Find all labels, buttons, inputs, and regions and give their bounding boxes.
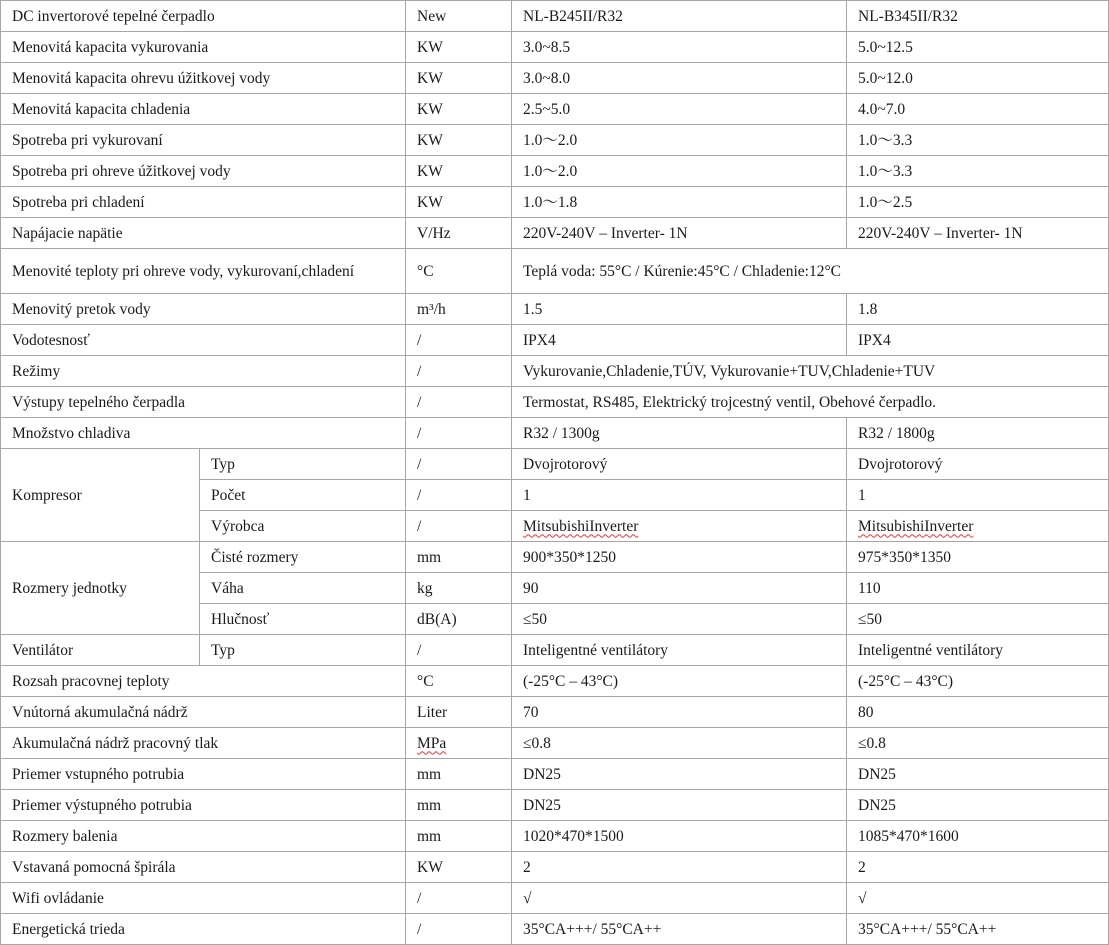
table-row: [1, 187, 1109, 218]
row-unit: /: [406, 387, 512, 418]
value-b: 35°CA+++/ 55°CA++: [847, 914, 1109, 945]
table-row: [1, 387, 1109, 418]
row-label: Energetická trieda: [1, 914, 406, 945]
row-unit: /: [406, 635, 512, 666]
value-a: √: [512, 883, 847, 914]
value-b: IPX4: [847, 325, 1109, 356]
row-label: Spotreba pri vykurovaní: [1, 125, 406, 156]
table-row: [1, 94, 1109, 125]
row-label: Menovitá kapacita ohrevu úžitkovej vody: [1, 63, 406, 94]
value-a: 35°CA+++/ 55°CA++: [512, 914, 847, 945]
row-unit: V/Hz: [406, 218, 512, 249]
value-b: 1.0～2.5: [847, 187, 1109, 218]
sub-label: Typ: [200, 635, 406, 666]
value-a: Inteligentné ventilátory: [512, 635, 847, 666]
table-row: [1, 759, 1109, 790]
row-unit: /: [406, 449, 512, 480]
row-unit: KW: [406, 187, 512, 218]
row-unit: mm: [406, 542, 512, 573]
row-label: Výstupy tepelného čerpadla: [1, 387, 406, 418]
table-row: [1, 635, 1109, 666]
value-a: 90: [512, 573, 847, 604]
value-b: DN25: [847, 790, 1109, 821]
value-merged: Vykurovanie,Chladenie,TÚV, Vykurovanie+TUV,Chladenie+TUV: [512, 356, 1109, 387]
value-a: 1020*470*1500: [512, 821, 847, 852]
row-label: Menovitý pretok vody: [1, 294, 406, 325]
value-a: 70: [512, 697, 847, 728]
value-a: Dvojrotorový: [512, 449, 847, 480]
row-label: Wifi ovládanie: [1, 883, 406, 914]
value-b: 1.0～3.3: [847, 156, 1109, 187]
unit-text: MPa: [417, 734, 447, 752]
value-a: 1: [512, 480, 847, 511]
value-b: (-25°C – 43°C): [847, 666, 1109, 697]
table-row: [1, 914, 1109, 945]
row-label: Priemer vstupného potrubia: [1, 759, 406, 790]
sub-label: Čisté rozmery: [200, 542, 406, 573]
value-b: Inteligentné ventilátory: [847, 635, 1109, 666]
value-a: 220V-240V – Inverter- 1N: [512, 218, 847, 249]
value-merged: Teplá voda: 55°C / Kúrenie:45°C / Chladenie:12°C: [512, 249, 1109, 294]
value-a: 1.0～1.8: [512, 187, 847, 218]
value-b: √: [847, 883, 1109, 914]
value-a: 2: [512, 852, 847, 883]
value-b: 220V-240V – Inverter- 1N: [847, 218, 1109, 249]
row-label: Menovitá kapacita vykurovania: [1, 32, 406, 63]
value-a: DN25: [512, 790, 847, 821]
table-row: [1, 883, 1109, 914]
value-a: 1.0～2.0: [512, 125, 847, 156]
group-label-kompresor: Kompresor: [1, 449, 200, 542]
model-a-name: NL-B245II/R32: [512, 1, 847, 32]
sub-label: Výrobca: [200, 511, 406, 542]
row-unit: /: [406, 480, 512, 511]
row-unit: mm: [406, 790, 512, 821]
group-label-ventilator: Ventilátor: [1, 635, 200, 666]
table-row: [1, 449, 1109, 480]
row-unit: °C: [406, 666, 512, 697]
value-b: DN25: [847, 759, 1109, 790]
row-label: Vnútorná akumulačná nádrž: [1, 697, 406, 728]
value-a: 1.0～2.0: [512, 156, 847, 187]
row-label: Vodotesnosť: [1, 325, 406, 356]
table-row: [1, 218, 1109, 249]
table-row: [1, 32, 1109, 63]
row-label: Rozsah pracovnej teploty: [1, 666, 406, 697]
value-b: 2: [847, 852, 1109, 883]
value-a: 1.5: [512, 294, 847, 325]
row-unit: /: [406, 883, 512, 914]
sub-label: Hlučnosť: [200, 604, 406, 635]
table-row: [1, 325, 1109, 356]
table-row: [1, 728, 1109, 759]
value-b: [847, 511, 1109, 542]
row-label: Množstvo chladiva: [1, 418, 406, 449]
row-label: Napájacie napätie: [1, 218, 406, 249]
table-row: [1, 790, 1109, 821]
header-unit: New: [406, 1, 512, 32]
row-label: Spotreba pri ohreve úžitkovej vody: [1, 156, 406, 187]
table-row: [1, 852, 1109, 883]
row-unit: KW: [406, 94, 512, 125]
value-b: 1085*470*1600: [847, 821, 1109, 852]
value-a: DN25: [512, 759, 847, 790]
row-unit: KW: [406, 852, 512, 883]
table-row: [1, 63, 1109, 94]
value-b: 1.8: [847, 294, 1109, 325]
value-b: R32 / 1800g: [847, 418, 1109, 449]
row-unit: °C: [406, 249, 512, 294]
sub-label: Počet: [200, 480, 406, 511]
value-a: (-25°C – 43°C): [512, 666, 847, 697]
table-row: [1, 418, 1109, 449]
value-a: 3.0~8.0: [512, 63, 847, 94]
value-text: MitsubishiInverter: [858, 517, 974, 535]
row-label: Režimy: [1, 356, 406, 387]
row-label: Priemer výstupného potrubia: [1, 790, 406, 821]
table-row: [1, 821, 1109, 852]
value-a: IPX4: [512, 325, 847, 356]
value-a: ≤0.8: [512, 728, 847, 759]
value-a: ≤50: [512, 604, 847, 635]
row-label: Vstavaná pomocná špirála: [1, 852, 406, 883]
sub-label: Váha: [200, 573, 406, 604]
row-label: Menovitá kapacita chladenia: [1, 94, 406, 125]
header-label: DC invertorové tepelné čerpadlo: [1, 1, 406, 32]
row-label: Rozmery balenia: [1, 821, 406, 852]
row-unit: KW: [406, 32, 512, 63]
row-unit: Liter: [406, 697, 512, 728]
row-unit: kg: [406, 573, 512, 604]
sub-label: Typ: [200, 449, 406, 480]
value-merged: Termostat, RS485, Elektrický trojcestný ventil, Obehové čerpadlo.: [512, 387, 1109, 418]
value-b: 5.0~12.0: [847, 63, 1109, 94]
value-b: 4.0~7.0: [847, 94, 1109, 125]
value-text: MitsubishiInverter: [523, 517, 639, 535]
value-b: Dvojrotorový: [847, 449, 1109, 480]
value-b: 110: [847, 573, 1109, 604]
table-row: [1, 125, 1109, 156]
value-a: 900*350*1250: [512, 542, 847, 573]
table-row: [1, 294, 1109, 325]
table-row: [1, 356, 1109, 387]
value-b: 1: [847, 480, 1109, 511]
row-unit: m³/h: [406, 294, 512, 325]
row-unit: mm: [406, 821, 512, 852]
value-b: ≤0.8: [847, 728, 1109, 759]
value-a: 2.5~5.0: [512, 94, 847, 125]
row-unit: /: [406, 914, 512, 945]
row-label: Spotreba pri chladení: [1, 187, 406, 218]
value-b: 5.0~12.5: [847, 32, 1109, 63]
row-label: Akumulačná nádrž pracovný tlak: [1, 728, 406, 759]
row-unit: dB(A): [406, 604, 512, 635]
table-row: [1, 542, 1109, 573]
row-unit: [406, 728, 512, 759]
row-unit: /: [406, 356, 512, 387]
value-a: 3.0~8.5: [512, 32, 847, 63]
header-row: [1, 1, 1109, 32]
row-unit: /: [406, 418, 512, 449]
table-row: [1, 697, 1109, 728]
value-a: R32 / 1300g: [512, 418, 847, 449]
group-label-rozmery: Rozmery jednotky: [1, 542, 200, 635]
row-unit: mm: [406, 759, 512, 790]
model-b-name: NL-B345II/R32: [847, 1, 1109, 32]
table-row: [1, 249, 1109, 294]
row-unit: /: [406, 511, 512, 542]
row-label: Menovité teploty pri ohreve vody, vykurovaní,chladení: [1, 249, 406, 294]
row-unit: /: [406, 325, 512, 356]
value-a: [512, 511, 847, 542]
value-b: 1.0～3.3: [847, 125, 1109, 156]
table-row: [1, 156, 1109, 187]
table-row: [1, 666, 1109, 697]
value-b: 975*350*1350: [847, 542, 1109, 573]
value-b: 80: [847, 697, 1109, 728]
value-b: ≤50: [847, 604, 1109, 635]
row-unit: KW: [406, 125, 512, 156]
row-unit: KW: [406, 63, 512, 94]
row-unit: KW: [406, 156, 512, 187]
